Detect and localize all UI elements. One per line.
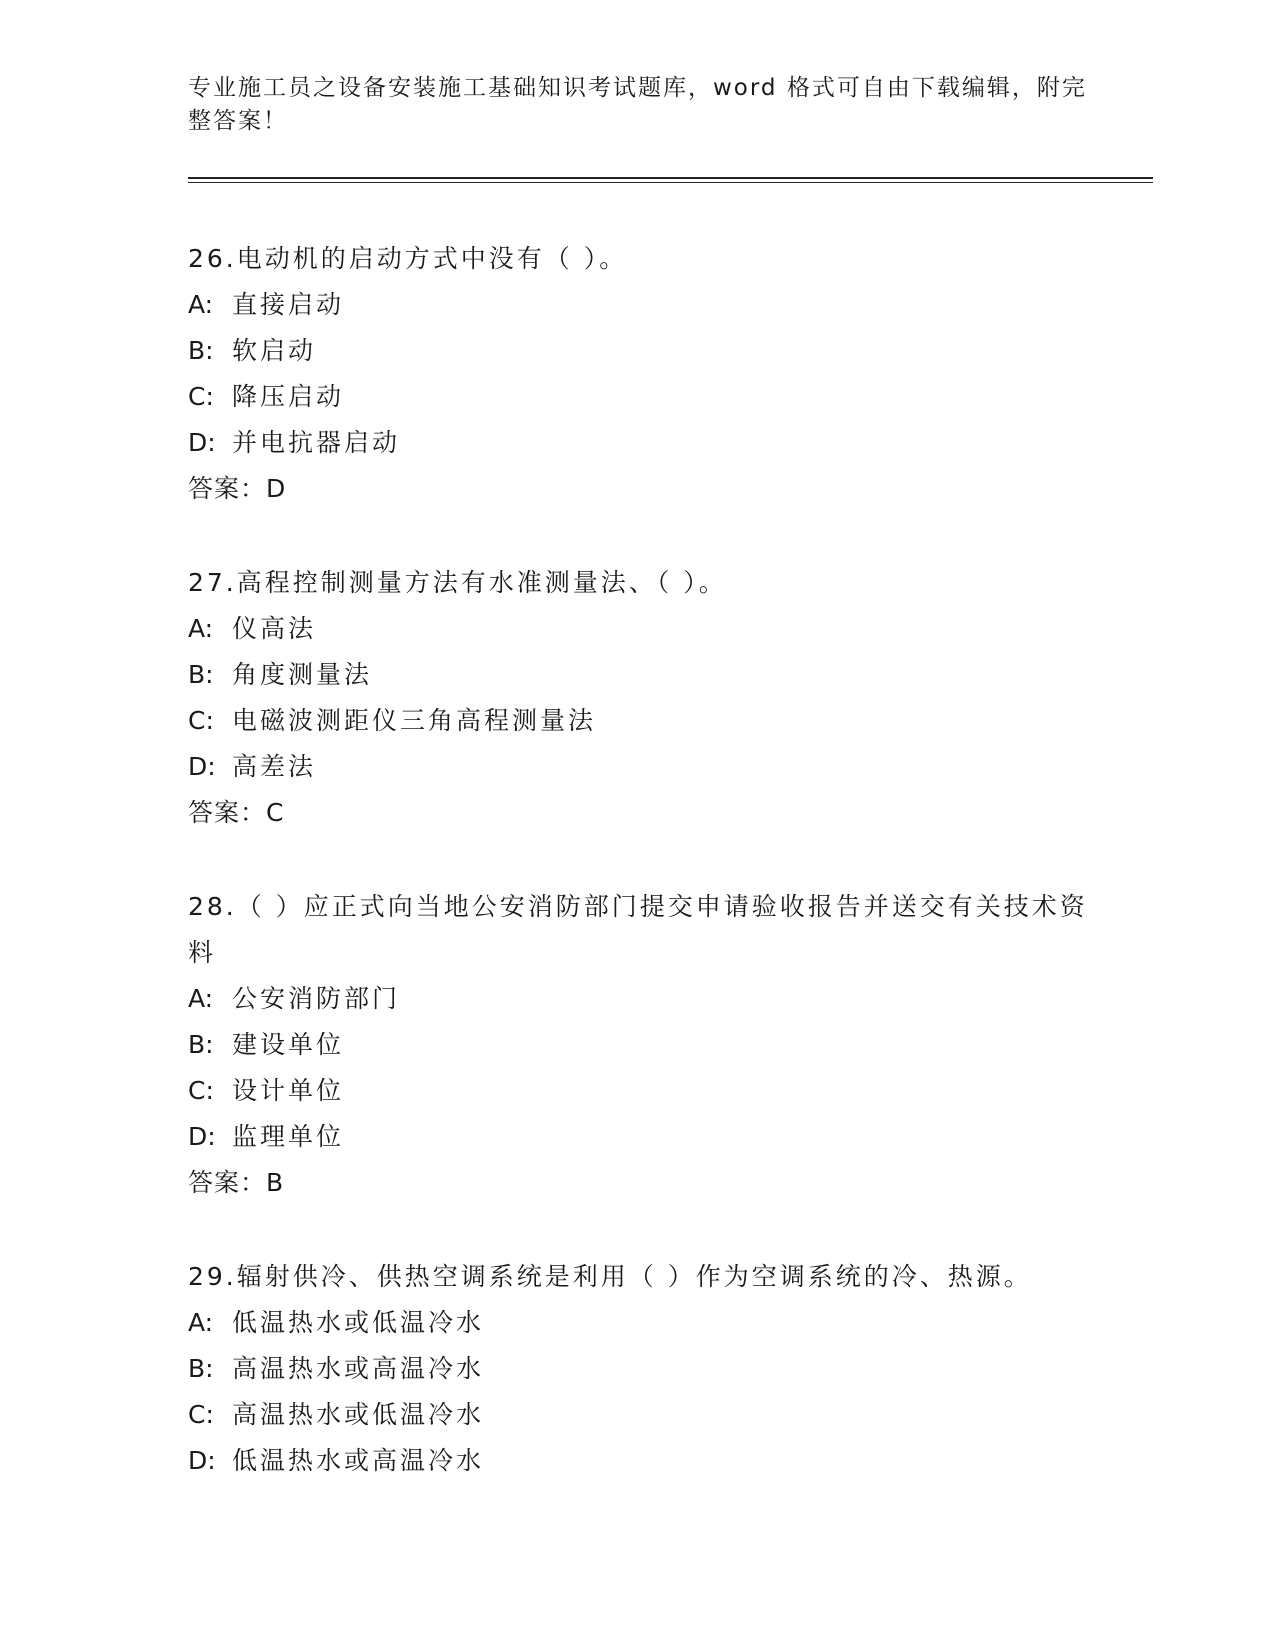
option-d [188,1438,1088,1484]
option-text: 并电抗器启动 [232,428,401,457]
option-text: 建设单位 [232,1030,345,1059]
option-letter: B: [188,1030,214,1059]
answer-line: 答案：C [188,798,285,827]
question-stem: 27.高程控制测量方法有水准测量法、（ ）。 [188,568,727,597]
option-a [188,1300,1088,1346]
option-text: 设计单位 [232,1076,345,1105]
option-letter: D: [188,752,216,781]
option-d [188,420,1088,466]
option-letter: A: [188,290,214,319]
option-letter: A: [188,984,214,1013]
header-divider-thick [188,177,1153,179]
option-text: 直接启动 [232,290,345,319]
option-c [188,1392,1088,1438]
option-c [188,698,1088,744]
option-letter: C: [188,1076,214,1105]
document-intro: 专业施工员之设备安装施工基础知识考试题库，word 格式可自由下载编辑，附完整答案！ [188,75,1087,134]
option-b [188,652,1088,698]
option-d [188,744,1088,790]
option-text: 公安消防部门 [232,984,401,1013]
option-text: 仪高法 [232,614,317,643]
question-29 [188,1254,1088,1484]
option-a [188,282,1088,328]
option-letter: B: [188,336,214,365]
option-letter: D: [188,1446,216,1475]
option-text: 低温热水或高温冷水 [232,1446,485,1475]
question-stem: 29.辐射供冷、供热空调系统是利用（ ）作为空调系统的冷、热源。 [188,1262,1032,1291]
option-letter: C: [188,706,214,735]
option-text: 监理单位 [232,1122,345,1151]
question-list [188,236,1088,1532]
question-27 [188,560,1088,836]
option-letter: B: [188,660,214,689]
option-b [188,1346,1088,1392]
answer-line: 答案：D [188,474,287,503]
question-28 [188,884,1088,1206]
option-c [188,374,1088,420]
option-b [188,1022,1088,1068]
option-letter: D: [188,1122,216,1151]
question-stem: 26.电动机的启动方式中没有（ ）。 [188,244,628,273]
option-letter: B: [188,1354,214,1383]
option-a [188,976,1088,1022]
option-b [188,328,1088,374]
option-text: 高差法 [232,752,317,781]
option-a [188,606,1088,652]
option-letter: C: [188,1400,214,1429]
option-letter: A: [188,1308,214,1337]
option-letter: D: [188,428,216,457]
option-text: 电磁波测距仪三角高程测量法 [232,706,597,735]
option-text: 软启动 [232,336,317,365]
option-text: 角度测量法 [232,660,373,689]
option-d [188,1114,1088,1160]
question-stem: 28.（ ）应正式向当地公安消防部门提交申请验收报告并送交有关技术资料 [188,892,1088,967]
question-26 [188,236,1088,512]
answer-line: 答案：B [188,1168,285,1197]
option-text: 降压启动 [232,382,345,411]
option-c [188,1068,1088,1114]
option-text: 高温热水或高温冷水 [232,1354,485,1383]
option-text: 高温热水或低温冷水 [232,1400,485,1429]
header-divider-thin [188,182,1153,183]
option-letter: A: [188,614,214,643]
option-letter: C: [188,382,214,411]
option-text: 低温热水或低温冷水 [232,1308,485,1337]
